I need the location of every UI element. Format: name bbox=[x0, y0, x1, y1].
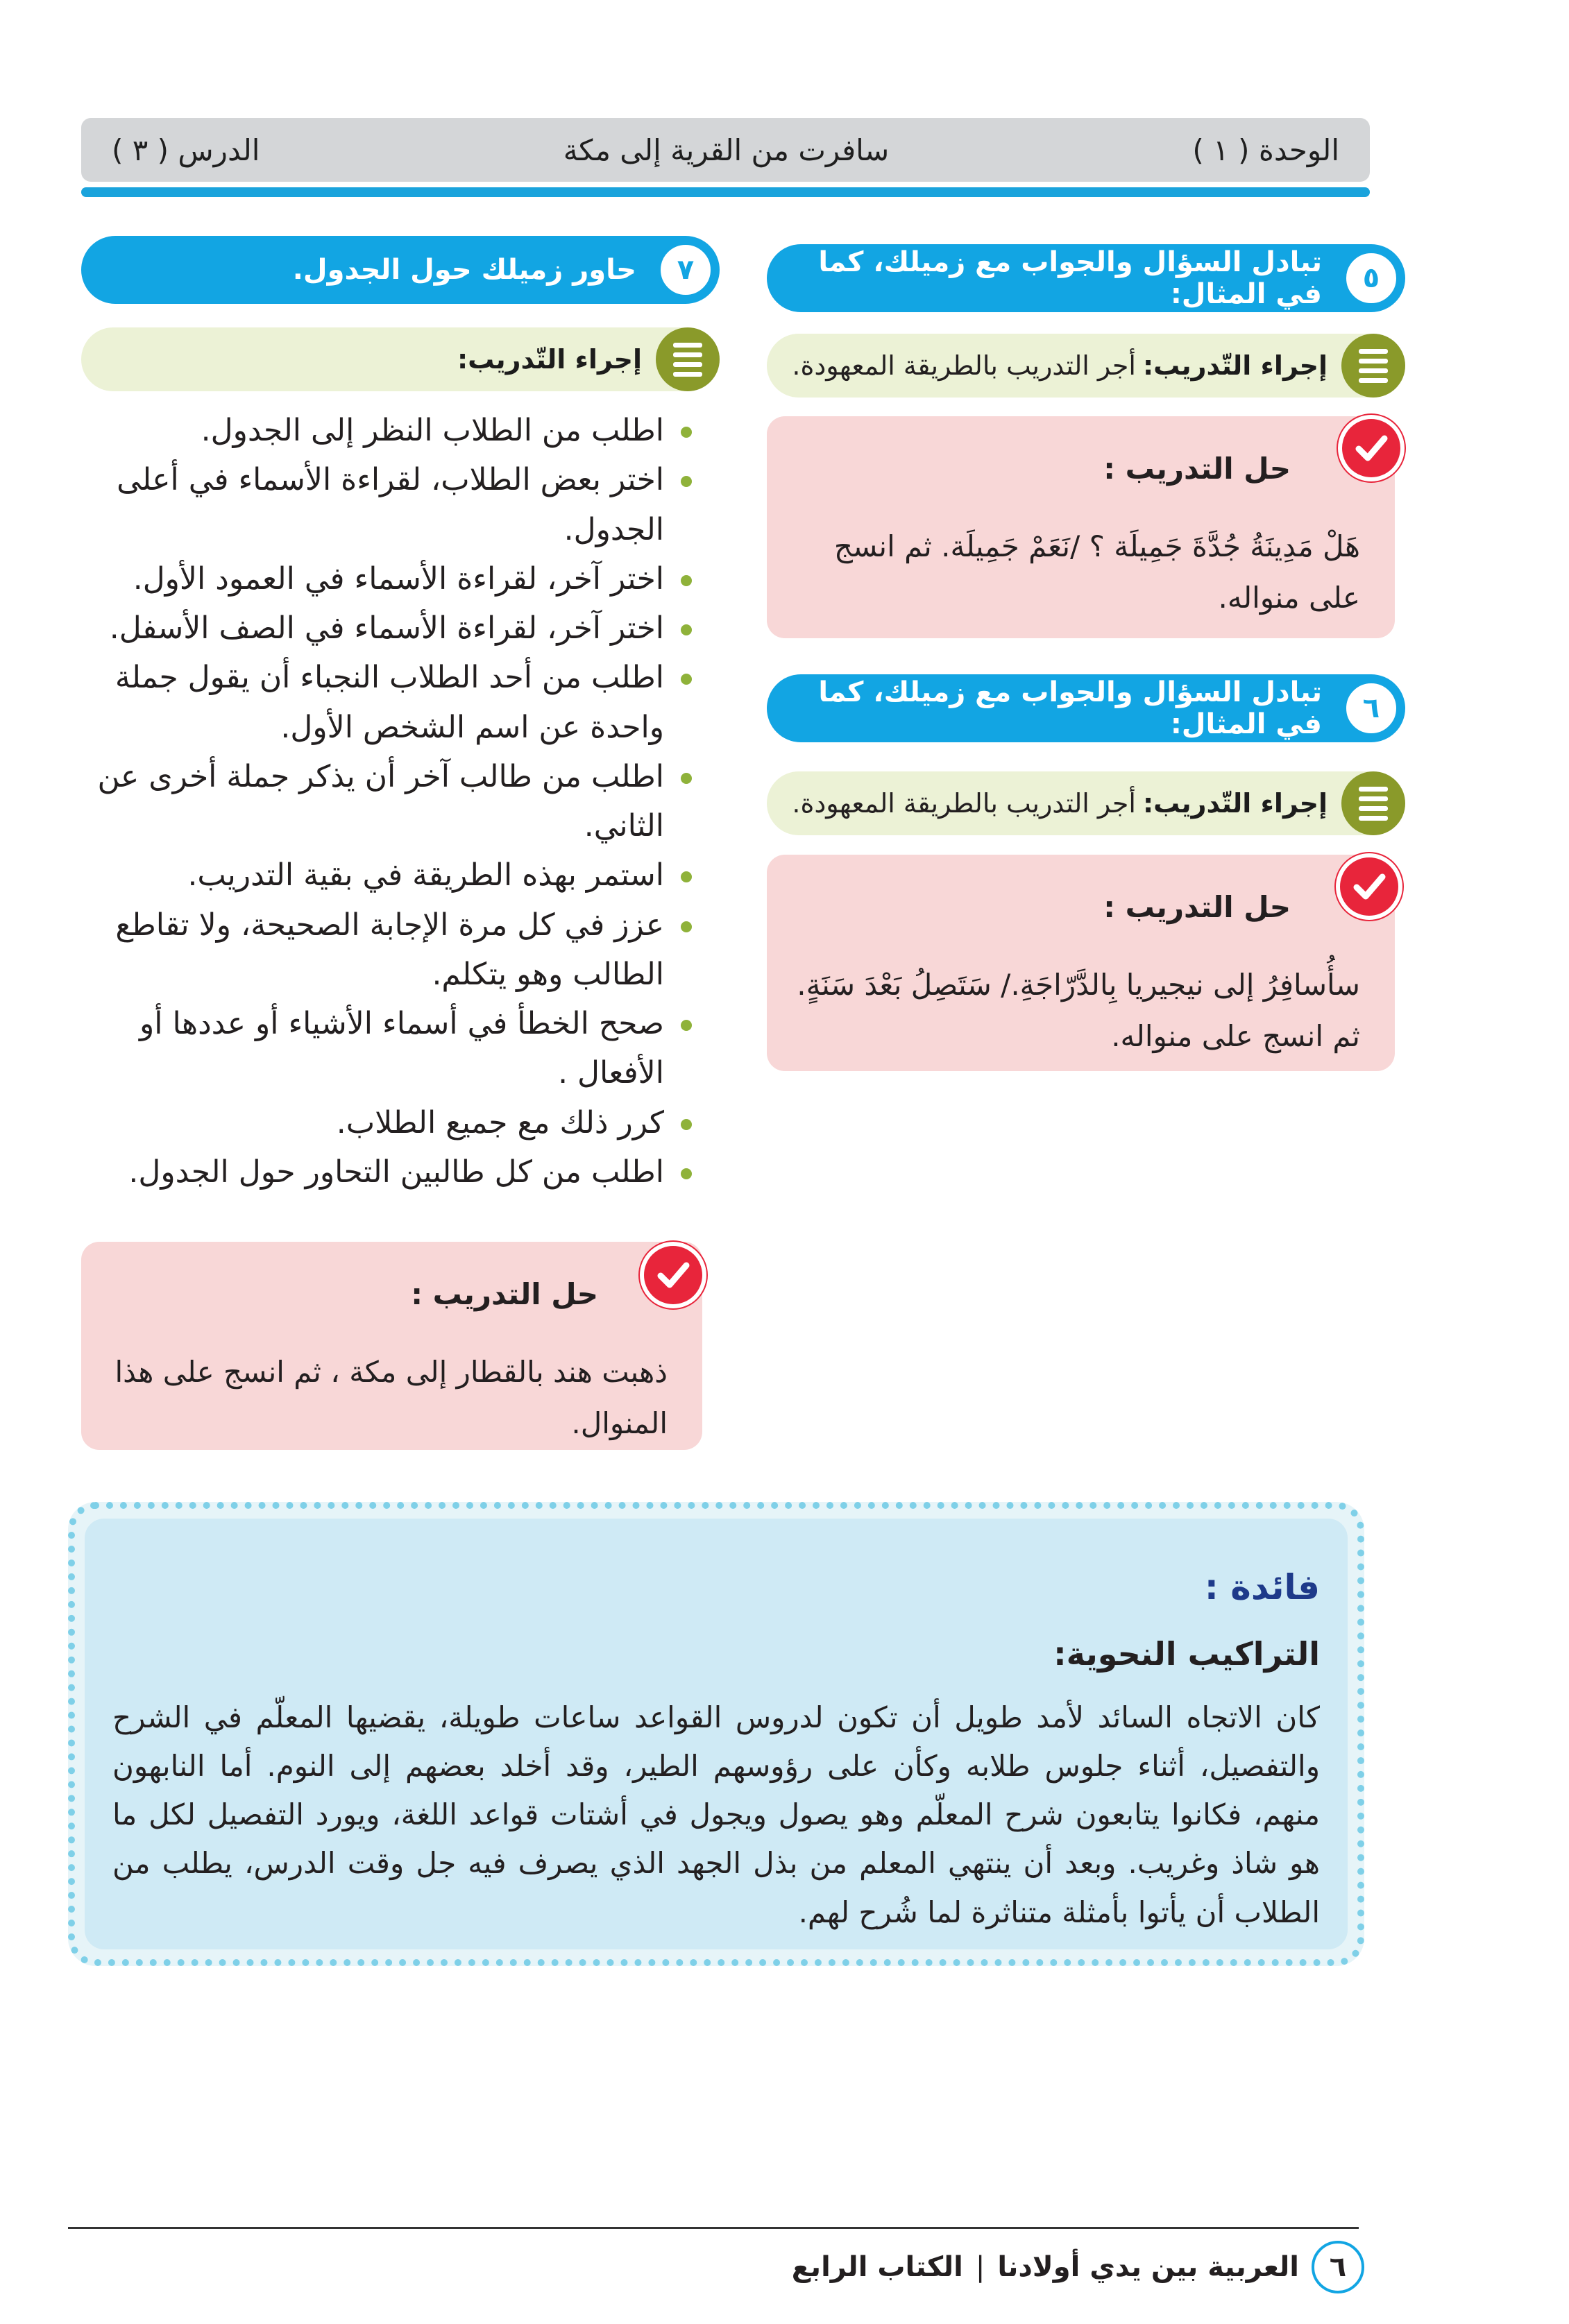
fayda-box bbox=[68, 1502, 1364, 1966]
list-item: اطلب من كل طالبين التحاور حول الجدول. bbox=[81, 1147, 692, 1197]
exercise-number-badge: ٦ bbox=[1343, 680, 1400, 737]
footer-separator: | bbox=[975, 2251, 985, 2283]
list-item: اطلب من طالب آخر أن يذكر جملة أخرى عن الثاني. bbox=[81, 752, 692, 851]
procedure-label: إجراء التّدريب: bbox=[1142, 788, 1328, 819]
procedure-text: أجر التدريب بالطريقة المعهودة. bbox=[792, 788, 1136, 819]
exercise-6-procedure bbox=[767, 771, 1405, 835]
solution-text: سأُسافِرُ إلى نيجيريا بِالدَّرّاجَةِ./ سَتَصِلُ بَعْدَ سَنَةٍ. ثم انسج على منواله. bbox=[797, 968, 1360, 1053]
exercise-5-title-bar bbox=[767, 244, 1405, 312]
exercise-5-solution bbox=[767, 416, 1395, 638]
solution-label: حل التدريب : bbox=[1103, 890, 1291, 924]
procedure-label: إجراء التّدريب: bbox=[457, 344, 642, 375]
check-icon bbox=[640, 1242, 706, 1308]
exercise-7-solution bbox=[81, 1242, 702, 1450]
fayda-content bbox=[85, 1519, 1348, 1949]
exercise-7-title-bar bbox=[81, 236, 720, 304]
instructions-list bbox=[81, 406, 692, 1197]
exercise-5-procedure bbox=[767, 334, 1405, 398]
exercise-6-title-bar bbox=[767, 674, 1405, 742]
list-item: اختر آخر، لقراءة الأسماء في العمود الأول. bbox=[81, 554, 692, 604]
list-item: عزز في كل مرة الإجابة الصحيحة، ولا تقاطع الطالب وهو يتكلم. bbox=[81, 900, 692, 1000]
page-number: ٦ bbox=[1312, 2241, 1364, 2293]
list-icon bbox=[656, 327, 720, 391]
lesson-label: الدرس ( ٣ ) bbox=[112, 133, 260, 167]
list-item: كرر ذلك مع جميع الطلاب. bbox=[81, 1098, 692, 1147]
procedure-label: إجراء التّدريب: bbox=[1142, 350, 1328, 381]
book-title: الكتاب الرابع bbox=[791, 2251, 963, 2283]
solution-label: حل التدريب : bbox=[1103, 452, 1291, 486]
exercise-6-solution bbox=[767, 855, 1395, 1071]
list-item: صحح الخطأ في أسماء الأشياء أو عددها أو الأفعال . bbox=[81, 999, 692, 1098]
fayda-body: كان الاتجاه السائد لأمد طويل أن تكون لدروس القواعد ساعات طويلة، يقضيها المعلّم في الشرح والتفصيل، أثناء جلوس طلابه وكأن على رؤوسهم الطير، وقد أخلد بعضهم إلى النوم. أما النابهون منهم، فكانوا يتابعون شرح المعلّم وهو يصول ويجول في أشتات قواعد اللغة، ويورد التفصيل لكل ما هو شاذ وغريب. وبعد أن ينتهي المعلم من بذل الجهد الذي يصرف فيه جل وقت الدرس، يطلب من الطلاب أن يأتوا بأمثلة متناثرة لما شُرح لهم. bbox=[112, 1700, 1320, 1929]
list-icon bbox=[1341, 334, 1405, 398]
exercise-title: حاور زميلك حول الجدول. bbox=[292, 254, 636, 286]
exercise-number-badge: ٧ bbox=[657, 241, 714, 298]
lesson-title: سافرت من القرية إلى مكة bbox=[563, 133, 890, 167]
check-icon bbox=[1338, 415, 1405, 481]
list-item: اختر آخر، لقراءة الأسماء في الصف الأسفل. bbox=[81, 604, 692, 653]
exercise-number-badge: ٥ bbox=[1343, 250, 1400, 307]
lesson-header bbox=[81, 118, 1370, 182]
procedure-text: أجر التدريب بالطريقة المعهودة. bbox=[792, 350, 1136, 381]
list-item: اطلب من أحد الطلاب النجباء أن يقول جملة واحدة عن اسم الشخص الأول. bbox=[81, 653, 692, 752]
series-title: العربية بين يدي أولادنا bbox=[997, 2251, 1299, 2283]
list-item: اختر بعض الطلاب، لقراءة الأسماء في أعلى الجدول. bbox=[81, 455, 692, 554]
header-divider bbox=[81, 187, 1370, 197]
solution-text: هَلْ مَدِينَةُ جُدَّةَ جَمِيلَة ؟ /نَعَمْ جَمِيلَة. ثم انسج على منواله. bbox=[833, 529, 1360, 615]
list-icon bbox=[1341, 771, 1405, 835]
page-footer bbox=[694, 2239, 1364, 2295]
exercise-title: تبادل السؤال والجواب مع زميلك، كما في المثال: bbox=[818, 676, 1322, 740]
solution-text: ذهبت هند بالقطار إلى مكة ، ثم انسج على هذا المنوال. bbox=[115, 1355, 668, 1440]
solution-label: حل التدريب : bbox=[411, 1277, 598, 1311]
footer-divider bbox=[68, 2227, 1359, 2229]
fayda-subtitle: التراكيب النحوية: bbox=[1053, 1635, 1320, 1673]
list-item: اطلب من الطلاب النظر إلى الجدول. bbox=[81, 406, 692, 455]
check-icon bbox=[1336, 853, 1402, 920]
list-item: استمر بهذه الطريقة في بقية التدريب. bbox=[81, 851, 692, 900]
exercise-title: تبادل السؤال والجواب مع زميلك، كما في المثال: bbox=[818, 246, 1322, 310]
unit-label: الوحدة ( ١ ) bbox=[1192, 133, 1339, 167]
fayda-title: فائدة : bbox=[1204, 1567, 1320, 1607]
exercise-7-procedure bbox=[81, 327, 720, 391]
